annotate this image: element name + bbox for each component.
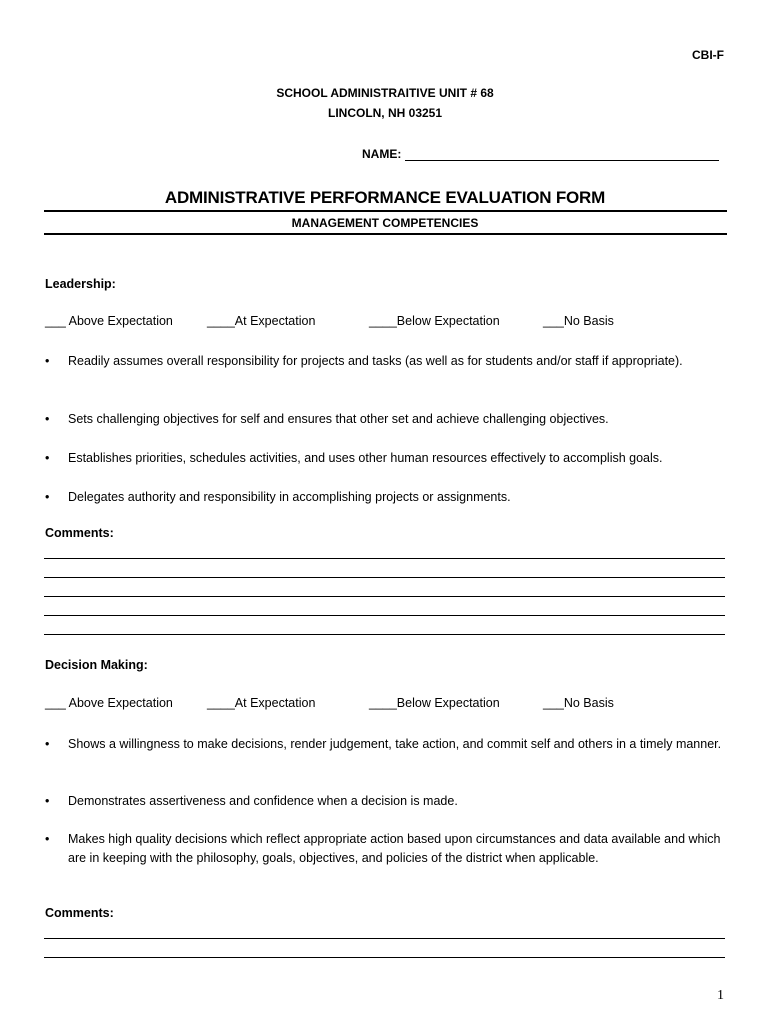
- bullet-icon: •: [45, 451, 50, 465]
- bullet-icon: •: [45, 354, 50, 368]
- bullet-text: Sets challenging objectives for self and ensures that other set and achieve challenging objectives.: [68, 412, 609, 426]
- comment-line[interactable]: [44, 558, 725, 559]
- bullet-icon: •: [45, 832, 50, 846]
- comments-label: Comments:: [45, 906, 114, 920]
- document-code: CBI-F: [692, 48, 724, 62]
- bullet-text: Readily assumes overall responsibility for projects and tasks (as well as for students and/or staff if appropriate).: [68, 354, 683, 368]
- bullet-icon: •: [45, 490, 50, 504]
- bullet-text: Makes high quality decisions which reflect appropriate action based upon circumstances and data available and which are in keeping with the philosophy, goals, objectives, and policies of the district when applicable.: [68, 832, 721, 865]
- rating-row-leadership: [45, 314, 745, 332]
- bullet-text: Demonstrates assertiveness and confidence when a decision is made.: [68, 794, 458, 808]
- school-address: LINCOLN, NH 03251: [327, 106, 443, 120]
- rating-at-expectation[interactable]: ____At Expectation: [207, 314, 316, 328]
- rating-row-decision-making: [45, 696, 745, 714]
- bullet-icon: •: [45, 412, 50, 426]
- comment-line[interactable]: [44, 596, 725, 597]
- rating-below-expectation[interactable]: ____Below Expectation: [369, 314, 500, 328]
- comment-line[interactable]: [44, 957, 725, 958]
- rating-above-expectation[interactable]: ___ Above Expectation: [45, 696, 173, 710]
- bullet-icon: •: [45, 737, 50, 751]
- page-number: 1: [717, 988, 724, 1003]
- bullet-text: Establishes priorities, schedules activities, and uses other human resources effectively to accomplish goals.: [68, 451, 663, 465]
- comment-line[interactable]: [44, 615, 725, 616]
- bullet-text: Shows a willingness to make decisions, render judgement, take action, and commit self and others in a timely manner.: [68, 737, 722, 751]
- school-name: SCHOOL ADMINISTRAITIVE UNIT # 68: [276, 86, 494, 100]
- bullet-icon: •: [45, 794, 50, 808]
- rating-below-expectation[interactable]: ____Below Expectation: [369, 696, 500, 710]
- section-heading-leadership: Leadership:: [45, 277, 116, 291]
- rating-at-expectation[interactable]: ____At Expectation: [207, 696, 316, 710]
- rating-no-basis[interactable]: ___No Basis: [543, 314, 614, 328]
- form-title: ADMINISTRATIVE PERFORMANCE EVALUATION FORM: [164, 188, 606, 207]
- comment-line[interactable]: [44, 634, 725, 635]
- rating-no-basis[interactable]: ___No Basis: [543, 696, 614, 710]
- form-subtitle: MANAGEMENT COMPETENCIES: [291, 216, 479, 230]
- subtitle-rule: [44, 233, 727, 235]
- comment-line[interactable]: [44, 938, 725, 939]
- bullet-text: Delegates authority and responsibility in accomplishing projects or assignments.: [68, 490, 511, 504]
- comment-line[interactable]: [44, 577, 725, 578]
- rating-above-expectation[interactable]: ___ Above Expectation: [45, 314, 173, 328]
- section-heading-decision-making: Decision Making:: [45, 658, 148, 672]
- comments-label: Comments:: [45, 526, 114, 540]
- name-field: [362, 146, 719, 161]
- name-label: NAME:: [362, 147, 402, 161]
- title-rule: [44, 210, 727, 212]
- name-input-line[interactable]: [405, 146, 719, 161]
